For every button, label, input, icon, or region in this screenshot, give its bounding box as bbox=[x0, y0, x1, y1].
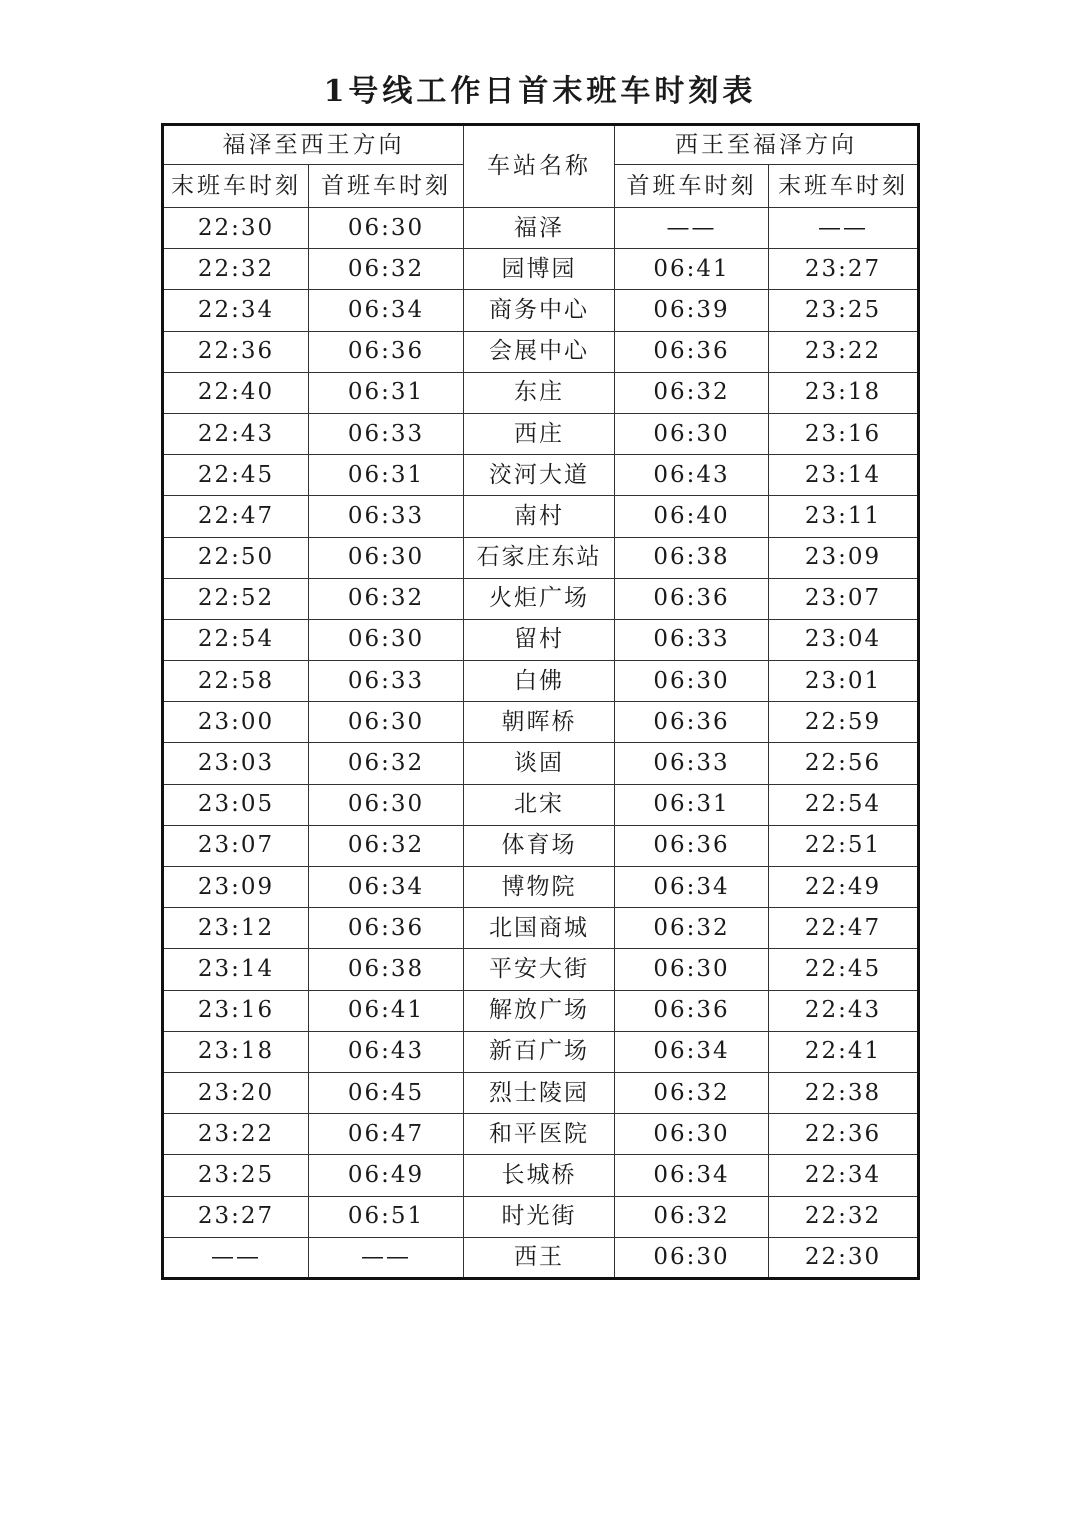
right-first-train-time: 06:32 bbox=[615, 1196, 769, 1237]
direction-header-xiwang-to-fuze: 西王至福泽方向 bbox=[615, 125, 919, 165]
left-first-train-time: 06:34 bbox=[309, 867, 464, 908]
left-last-train-time: 22:54 bbox=[163, 619, 309, 660]
right-last-train-time: 22:51 bbox=[769, 825, 919, 866]
left-first-train-time: 06:30 bbox=[309, 619, 464, 660]
station-name: 西王 bbox=[464, 1237, 615, 1278]
table-row bbox=[163, 413, 919, 454]
right-first-train-time: 06:34 bbox=[615, 1031, 769, 1072]
left-last-train-time: 23:07 bbox=[163, 825, 309, 866]
right-last-train-time: 22:32 bbox=[769, 1196, 919, 1237]
right-last-train-time: 23:14 bbox=[769, 455, 919, 496]
station-name: 留村 bbox=[464, 619, 615, 660]
table-row bbox=[163, 249, 919, 290]
right-first-train-time: 06:30 bbox=[615, 661, 769, 702]
table-row bbox=[163, 784, 919, 825]
right-last-train-time: 23:09 bbox=[769, 537, 919, 578]
left-first-train-time: 06:30 bbox=[309, 702, 464, 743]
left-first-train-time: 06:41 bbox=[309, 990, 464, 1031]
station-name: 长城桥 bbox=[464, 1155, 615, 1196]
page-title: 1号线工作日首末班车时刻表 bbox=[323, 74, 757, 109]
left-last-train-time: 23:18 bbox=[163, 1031, 309, 1072]
left-last-train-time: 22:40 bbox=[163, 372, 309, 413]
right-first-train-time: 06:33 bbox=[615, 619, 769, 660]
station-name: 时光街 bbox=[464, 1196, 615, 1237]
right-last-train-time: 22:54 bbox=[769, 784, 919, 825]
right-first-train-time: 06:40 bbox=[615, 496, 769, 537]
left-first-train-time: 06:33 bbox=[309, 496, 464, 537]
station-name: 和平医院 bbox=[464, 1114, 615, 1155]
table-row bbox=[163, 743, 919, 784]
left-last-train-time: 23:27 bbox=[163, 1196, 309, 1237]
left-last-train-time: 23:12 bbox=[163, 908, 309, 949]
station-name: 新百广场 bbox=[464, 1031, 615, 1072]
left-last-train-header: 末班车时刻 bbox=[163, 165, 309, 208]
left-first-train-time: 06:33 bbox=[309, 661, 464, 702]
left-first-train-time: 06:31 bbox=[309, 372, 464, 413]
left-first-train-time: 06:32 bbox=[309, 743, 464, 784]
table-row bbox=[163, 867, 919, 908]
table-row bbox=[163, 290, 919, 331]
station-name: 烈士陵园 bbox=[464, 1072, 615, 1113]
right-last-train-time: 22:47 bbox=[769, 908, 919, 949]
station-name: 博物院 bbox=[464, 867, 615, 908]
right-first-train-time: 06:36 bbox=[615, 702, 769, 743]
left-first-train-time: 06:32 bbox=[309, 825, 464, 866]
left-last-train-time: 22:50 bbox=[163, 537, 309, 578]
left-last-train-time: 23:25 bbox=[163, 1155, 309, 1196]
right-last-train-time: 22:41 bbox=[769, 1031, 919, 1072]
left-last-train-time: —— bbox=[163, 1237, 309, 1278]
right-first-train-time: 06:41 bbox=[615, 249, 769, 290]
left-first-train-time: 06:43 bbox=[309, 1031, 464, 1072]
table-row bbox=[163, 208, 919, 249]
left-last-train-time: 22:47 bbox=[163, 496, 309, 537]
right-first-train-time: 06:30 bbox=[615, 1237, 769, 1278]
station-name: 西庄 bbox=[464, 413, 615, 454]
table-row bbox=[163, 578, 919, 619]
right-last-train-time: 22:30 bbox=[769, 1237, 919, 1278]
table-row bbox=[163, 1031, 919, 1072]
station-name: 北宋 bbox=[464, 784, 615, 825]
left-first-train-time: 06:51 bbox=[309, 1196, 464, 1237]
left-last-train-time: 22:32 bbox=[163, 249, 309, 290]
table-row bbox=[163, 372, 919, 413]
right-first-train-time: 06:36 bbox=[615, 578, 769, 619]
right-last-train-time: 22:45 bbox=[769, 949, 919, 990]
right-last-train-time: 23:27 bbox=[769, 249, 919, 290]
station-name: 平安大街 bbox=[464, 949, 615, 990]
right-first-train-time: 06:30 bbox=[615, 413, 769, 454]
left-first-train-time: 06:47 bbox=[309, 1114, 464, 1155]
left-first-train-time: 06:33 bbox=[309, 413, 464, 454]
station-name: 会展中心 bbox=[464, 331, 615, 372]
right-last-train-time: 23:11 bbox=[769, 496, 919, 537]
left-last-train-time: 23:00 bbox=[163, 702, 309, 743]
table-row bbox=[163, 1072, 919, 1113]
right-last-train-header: 末班车时刻 bbox=[769, 165, 919, 208]
left-last-train-time: 22:43 bbox=[163, 413, 309, 454]
station-name: 白佛 bbox=[464, 661, 615, 702]
station-name: 解放广场 bbox=[464, 990, 615, 1031]
left-last-train-time: 23:05 bbox=[163, 784, 309, 825]
left-first-train-time: —— bbox=[309, 1237, 464, 1278]
station-name: 东庄 bbox=[464, 372, 615, 413]
right-last-train-time: 23:22 bbox=[769, 331, 919, 372]
left-last-train-time: 23:03 bbox=[163, 743, 309, 784]
table-row bbox=[163, 1237, 919, 1278]
left-last-train-time: 22:58 bbox=[163, 661, 309, 702]
station-name-header: 车站名称 bbox=[464, 125, 615, 208]
station-name: 洨河大道 bbox=[464, 455, 615, 496]
table-row bbox=[163, 1114, 919, 1155]
right-first-train-time: 06:34 bbox=[615, 867, 769, 908]
left-first-train-time: 06:32 bbox=[309, 578, 464, 619]
right-last-train-time: 23:25 bbox=[769, 290, 919, 331]
right-last-train-time: 22:56 bbox=[769, 743, 919, 784]
station-name: 南村 bbox=[464, 496, 615, 537]
station-name: 商务中心 bbox=[464, 290, 615, 331]
left-last-train-time: 23:16 bbox=[163, 990, 309, 1031]
table-row bbox=[163, 949, 919, 990]
left-first-train-time: 06:36 bbox=[309, 908, 464, 949]
table-row bbox=[163, 496, 919, 537]
right-last-train-time: 23:16 bbox=[769, 413, 919, 454]
right-first-train-time: 06:32 bbox=[615, 372, 769, 413]
left-first-train-time: 06:36 bbox=[309, 331, 464, 372]
left-first-train-time: 06:32 bbox=[309, 249, 464, 290]
right-last-train-time: 22:38 bbox=[769, 1072, 919, 1113]
right-last-train-time: 23:18 bbox=[769, 372, 919, 413]
table-row bbox=[163, 455, 919, 496]
station-name: 石家庄东站 bbox=[464, 537, 615, 578]
left-first-train-time: 06:38 bbox=[309, 949, 464, 990]
direction-header-fuze-to-xiwang: 福泽至西王方向 bbox=[163, 125, 464, 165]
station-name: 北国商城 bbox=[464, 908, 615, 949]
left-first-train-header: 首班车时刻 bbox=[309, 165, 464, 208]
timetable-body bbox=[163, 208, 919, 1279]
table-row bbox=[163, 825, 919, 866]
station-name: 体育场 bbox=[464, 825, 615, 866]
right-first-train-header: 首班车时刻 bbox=[615, 165, 769, 208]
left-last-train-time: 22:45 bbox=[163, 455, 309, 496]
right-first-train-time: 06:32 bbox=[615, 1072, 769, 1113]
left-last-train-time: 22:30 bbox=[163, 208, 309, 249]
left-last-train-time: 22:34 bbox=[163, 290, 309, 331]
right-first-train-time: 06:30 bbox=[615, 949, 769, 990]
right-first-train-time: —— bbox=[615, 208, 769, 249]
table-row bbox=[163, 331, 919, 372]
left-first-train-time: 06:30 bbox=[309, 208, 464, 249]
right-first-train-time: 06:31 bbox=[615, 784, 769, 825]
right-first-train-time: 06:38 bbox=[615, 537, 769, 578]
right-last-train-time: 23:01 bbox=[769, 661, 919, 702]
timetable bbox=[161, 123, 920, 1280]
right-first-train-time: 06:43 bbox=[615, 455, 769, 496]
table-row bbox=[163, 661, 919, 702]
right-first-train-time: 06:36 bbox=[615, 990, 769, 1031]
station-name: 园博园 bbox=[464, 249, 615, 290]
right-last-train-time: 22:34 bbox=[769, 1155, 919, 1196]
table-row bbox=[163, 537, 919, 578]
right-first-train-time: 06:34 bbox=[615, 1155, 769, 1196]
right-last-train-time: 23:07 bbox=[769, 578, 919, 619]
right-last-train-time: 22:59 bbox=[769, 702, 919, 743]
left-first-train-time: 06:30 bbox=[309, 784, 464, 825]
station-name: 福泽 bbox=[464, 208, 615, 249]
left-first-train-time: 06:45 bbox=[309, 1072, 464, 1113]
table-row bbox=[163, 1155, 919, 1196]
table-row bbox=[163, 1196, 919, 1237]
right-last-train-time: 22:36 bbox=[769, 1114, 919, 1155]
left-last-train-time: 23:09 bbox=[163, 867, 309, 908]
left-first-train-time: 06:31 bbox=[309, 455, 464, 496]
table-row bbox=[163, 702, 919, 743]
table-row bbox=[163, 990, 919, 1031]
right-last-train-time: 22:49 bbox=[769, 867, 919, 908]
left-last-train-time: 23:22 bbox=[163, 1114, 309, 1155]
right-last-train-time: 23:04 bbox=[769, 619, 919, 660]
right-last-train-time: —— bbox=[769, 208, 919, 249]
table-row bbox=[163, 908, 919, 949]
left-last-train-time: 23:20 bbox=[163, 1072, 309, 1113]
left-last-train-time: 22:36 bbox=[163, 331, 309, 372]
right-last-train-time: 22:43 bbox=[769, 990, 919, 1031]
right-first-train-time: 06:39 bbox=[615, 290, 769, 331]
left-last-train-time: 22:52 bbox=[163, 578, 309, 619]
right-first-train-time: 06:32 bbox=[615, 908, 769, 949]
station-name: 朝晖桥 bbox=[464, 702, 615, 743]
right-first-train-time: 06:33 bbox=[615, 743, 769, 784]
right-first-train-time: 06:36 bbox=[615, 331, 769, 372]
left-first-train-time: 06:49 bbox=[309, 1155, 464, 1196]
right-first-train-time: 06:30 bbox=[615, 1114, 769, 1155]
table-row bbox=[163, 619, 919, 660]
station-name: 火炬广场 bbox=[464, 578, 615, 619]
station-name: 谈固 bbox=[464, 743, 615, 784]
right-first-train-time: 06:36 bbox=[615, 825, 769, 866]
left-first-train-time: 06:30 bbox=[309, 537, 464, 578]
left-first-train-time: 06:34 bbox=[309, 290, 464, 331]
left-last-train-time: 23:14 bbox=[163, 949, 309, 990]
